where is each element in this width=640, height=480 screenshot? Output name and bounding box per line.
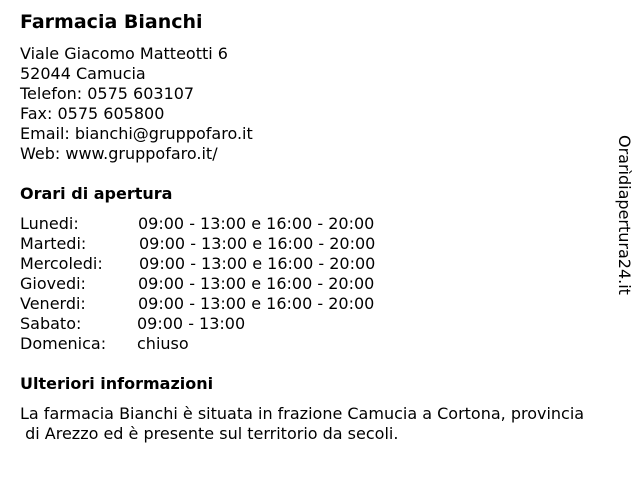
time-value: 09:00 - 13:00 e 16:00 - 20:00 [138,214,375,233]
day-label: Martedi: [20,234,87,253]
time-value: 09:00 - 13:00 e 16:00 - 20:00 [139,234,376,253]
day-label: Domenica: [20,334,107,353]
info-heading: Ulteriori informazioni [20,374,214,393]
time-value: 09:00 - 13:00 e 16:00 - 20:00 [138,294,375,313]
time-value: 09:00 - 13:00 e 16:00 - 20:00 [139,254,376,273]
phone-number: Telefon: 0575 603107 [20,84,195,103]
time-value: chiuso [137,334,189,353]
day-label: Sabato: [20,314,82,333]
website-address: Web: www.gruppofaro.it/ [20,144,218,163]
time-value: 09:00 - 13:00 [137,314,246,333]
site-watermark: Orarìdiapertura24.it [615,135,634,295]
fax-number: Fax: 0575 605800 [20,104,165,123]
info-description [20,404,636,444]
info-line-2: di Arezzo ed è presente sul territorio da secoli. [20,424,399,443]
info-line-1: La farmacia Bianchi è situata in frazione Camucia a Cortona, provincia [20,404,585,423]
time-value: 09:00 - 13:00 e 16:00 - 20:00 [138,274,375,293]
pharmacy-name: Farmacia Bianchi [20,11,203,33]
address-city: 52044 Camucia [20,64,146,83]
address-street: Viale Giacomo Matteotti 6 [20,44,228,63]
day-label: Giovedi: [20,274,86,293]
day-label: Lunedi: [20,214,79,233]
email-address: Email: bianchi@gruppofaro.it [20,124,253,143]
contact-block [20,44,253,164]
hours-heading: Orari di apertura [20,184,173,203]
day-label: Venerdi: [20,294,86,313]
day-label: Mercoledi: [20,254,103,273]
